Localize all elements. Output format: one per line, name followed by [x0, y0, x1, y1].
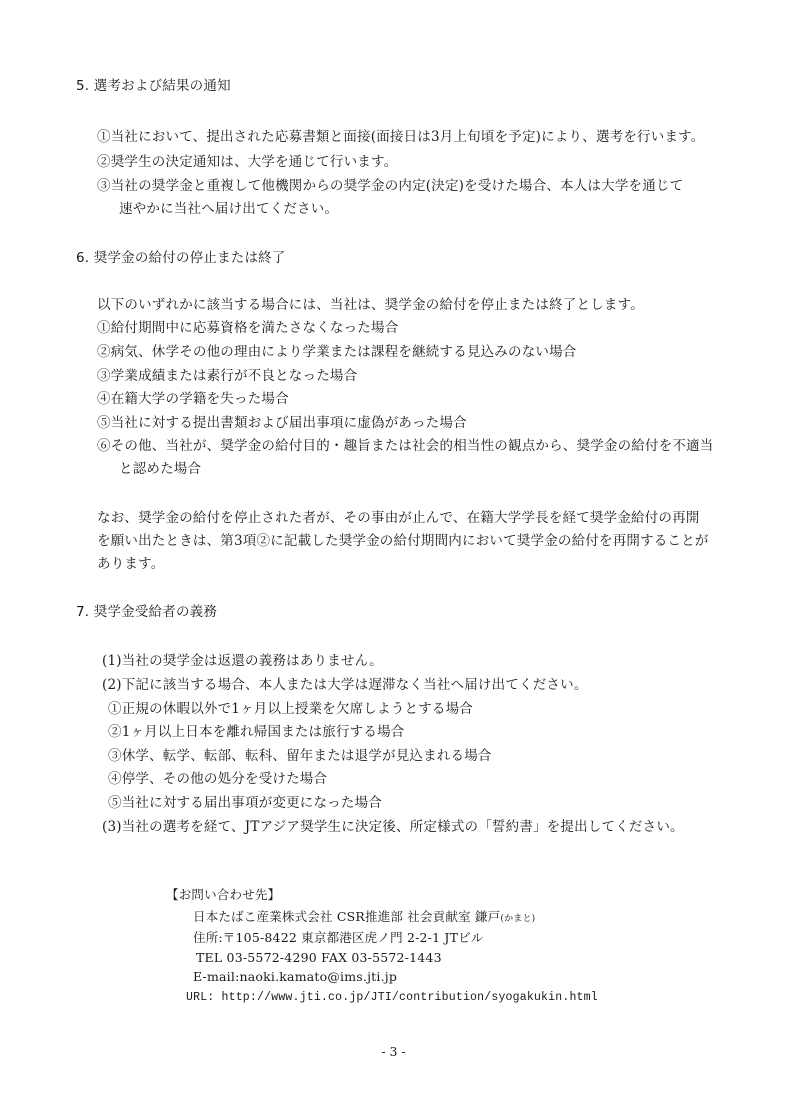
section-6-item-6: ⑥その他、当社が、奨学金の給付目的・趣旨または社会的相当性の観点から、奨学金の給付を不適当	[97, 438, 714, 454]
section-6-item-1: ①給付期間中に応募資格を満たさなくなった場合	[97, 320, 399, 336]
section-6-intro: 以下のいずれかに該当する場合には、当社は、奨学金の給付を停止または終了とします。	[97, 297, 644, 313]
section-5-item-2: ②奨学生の決定通知は、大学を通じて行います。	[97, 154, 398, 170]
section-7-subitem-4: ④停学、その他の処分を受けた場合	[108, 771, 328, 787]
section-6-item-3: ③学業成績または素行が不良となった場合	[97, 368, 358, 384]
section-7-subitem-5: ⑤当社に対する届出事項が変更になった場合	[108, 795, 382, 811]
section-6-note-line-2: を願い出たときは、第3項②に記載した奨学金の給付期間内において奨学金の給付を再開することが	[97, 533, 709, 549]
page-number: - 3 -	[381, 1044, 406, 1059]
contact-name-reading: (かまと)	[500, 914, 536, 924]
section-6-note-line-3: あります。	[97, 556, 165, 572]
section-5-heading: 5. 選考および結果の通知	[76, 78, 231, 94]
contact-email[interactable]: E-mail:naoki.kamato@ims.jti.jp	[193, 969, 398, 984]
section-6-item-5: ⑤当社に対する提出書類および届出事項に虚偽があった場合	[97, 415, 467, 431]
section-5-item-1: ①当社において、提出された応募書類と面接(面接日は3月上旬頃を予定)により、選考を行います。	[97, 129, 705, 145]
contact-org-name: 日本たばこ産業株式会社 CSR推進部 社会貢献室 鎌戸	[193, 909, 501, 924]
section-6-item-4: ④在籍大学の学籍を失った場合	[97, 391, 289, 407]
section-7-subitem-1: ①正規の休暇以外で1ヶ月以上授業を欠席しようとする場合	[108, 701, 473, 717]
section-7-subitem-2: ②1ヶ月以上日本を離れ帰国または旅行する場合	[108, 724, 405, 740]
contact-tel-fax: TEL 03-5572-4290 FAX 03-5572-1443	[196, 950, 442, 965]
section-6-item-6-cont: と認めた場合	[119, 461, 202, 477]
section-5-item-3: ③当社の奨学金と重複して他機関からの奨学金の内定(決定)を受けた場合、本人は大学を通じて	[97, 178, 684, 194]
contact-address: 住所:〒105-8422 東京都港区虎ノ門 2-2-1 JTビル	[193, 930, 484, 945]
section-7-subitem-3: ③休学、転学、転部、転科、留年または退学が見込まれる場合	[108, 748, 492, 764]
contact-organization	[193, 908, 535, 928]
contact-url[interactable]: URL: http://www.jti.co.jp/JTI/contribution/syogakukin.html	[186, 991, 598, 1004]
contact-title: 【お問い合わせ先】	[166, 887, 281, 902]
section-5-item-3-cont: 速やかに当社へ届け出てください。	[119, 201, 339, 217]
section-7-heading: 7. 奨学金受給者の義務	[76, 604, 218, 620]
section-6-heading: 6. 奨学金の給付の停止または終了	[76, 250, 286, 266]
section-6-item-2: ②病気、休学その他の理由により学業または課程を継続する見込みのない場合	[97, 344, 577, 360]
section-7-item-1: (1)当社の奨学金は返還の義務はありません。	[102, 653, 383, 669]
section-7-item-2: (2)下記に該当する場合、本人または大学は遅滞なく当社へ届け出てください。	[102, 677, 588, 693]
section-7-item-3: (3)当社の選考を経て、JTアジア奨学生に決定後、所定様式の「誓約書」を提出してください。	[102, 819, 684, 835]
section-6-note-line-1: なお、奨学金の給付を停止された者が、その事由が止んで、在籍大学学長を経て奨学金給付の再開	[97, 510, 700, 526]
